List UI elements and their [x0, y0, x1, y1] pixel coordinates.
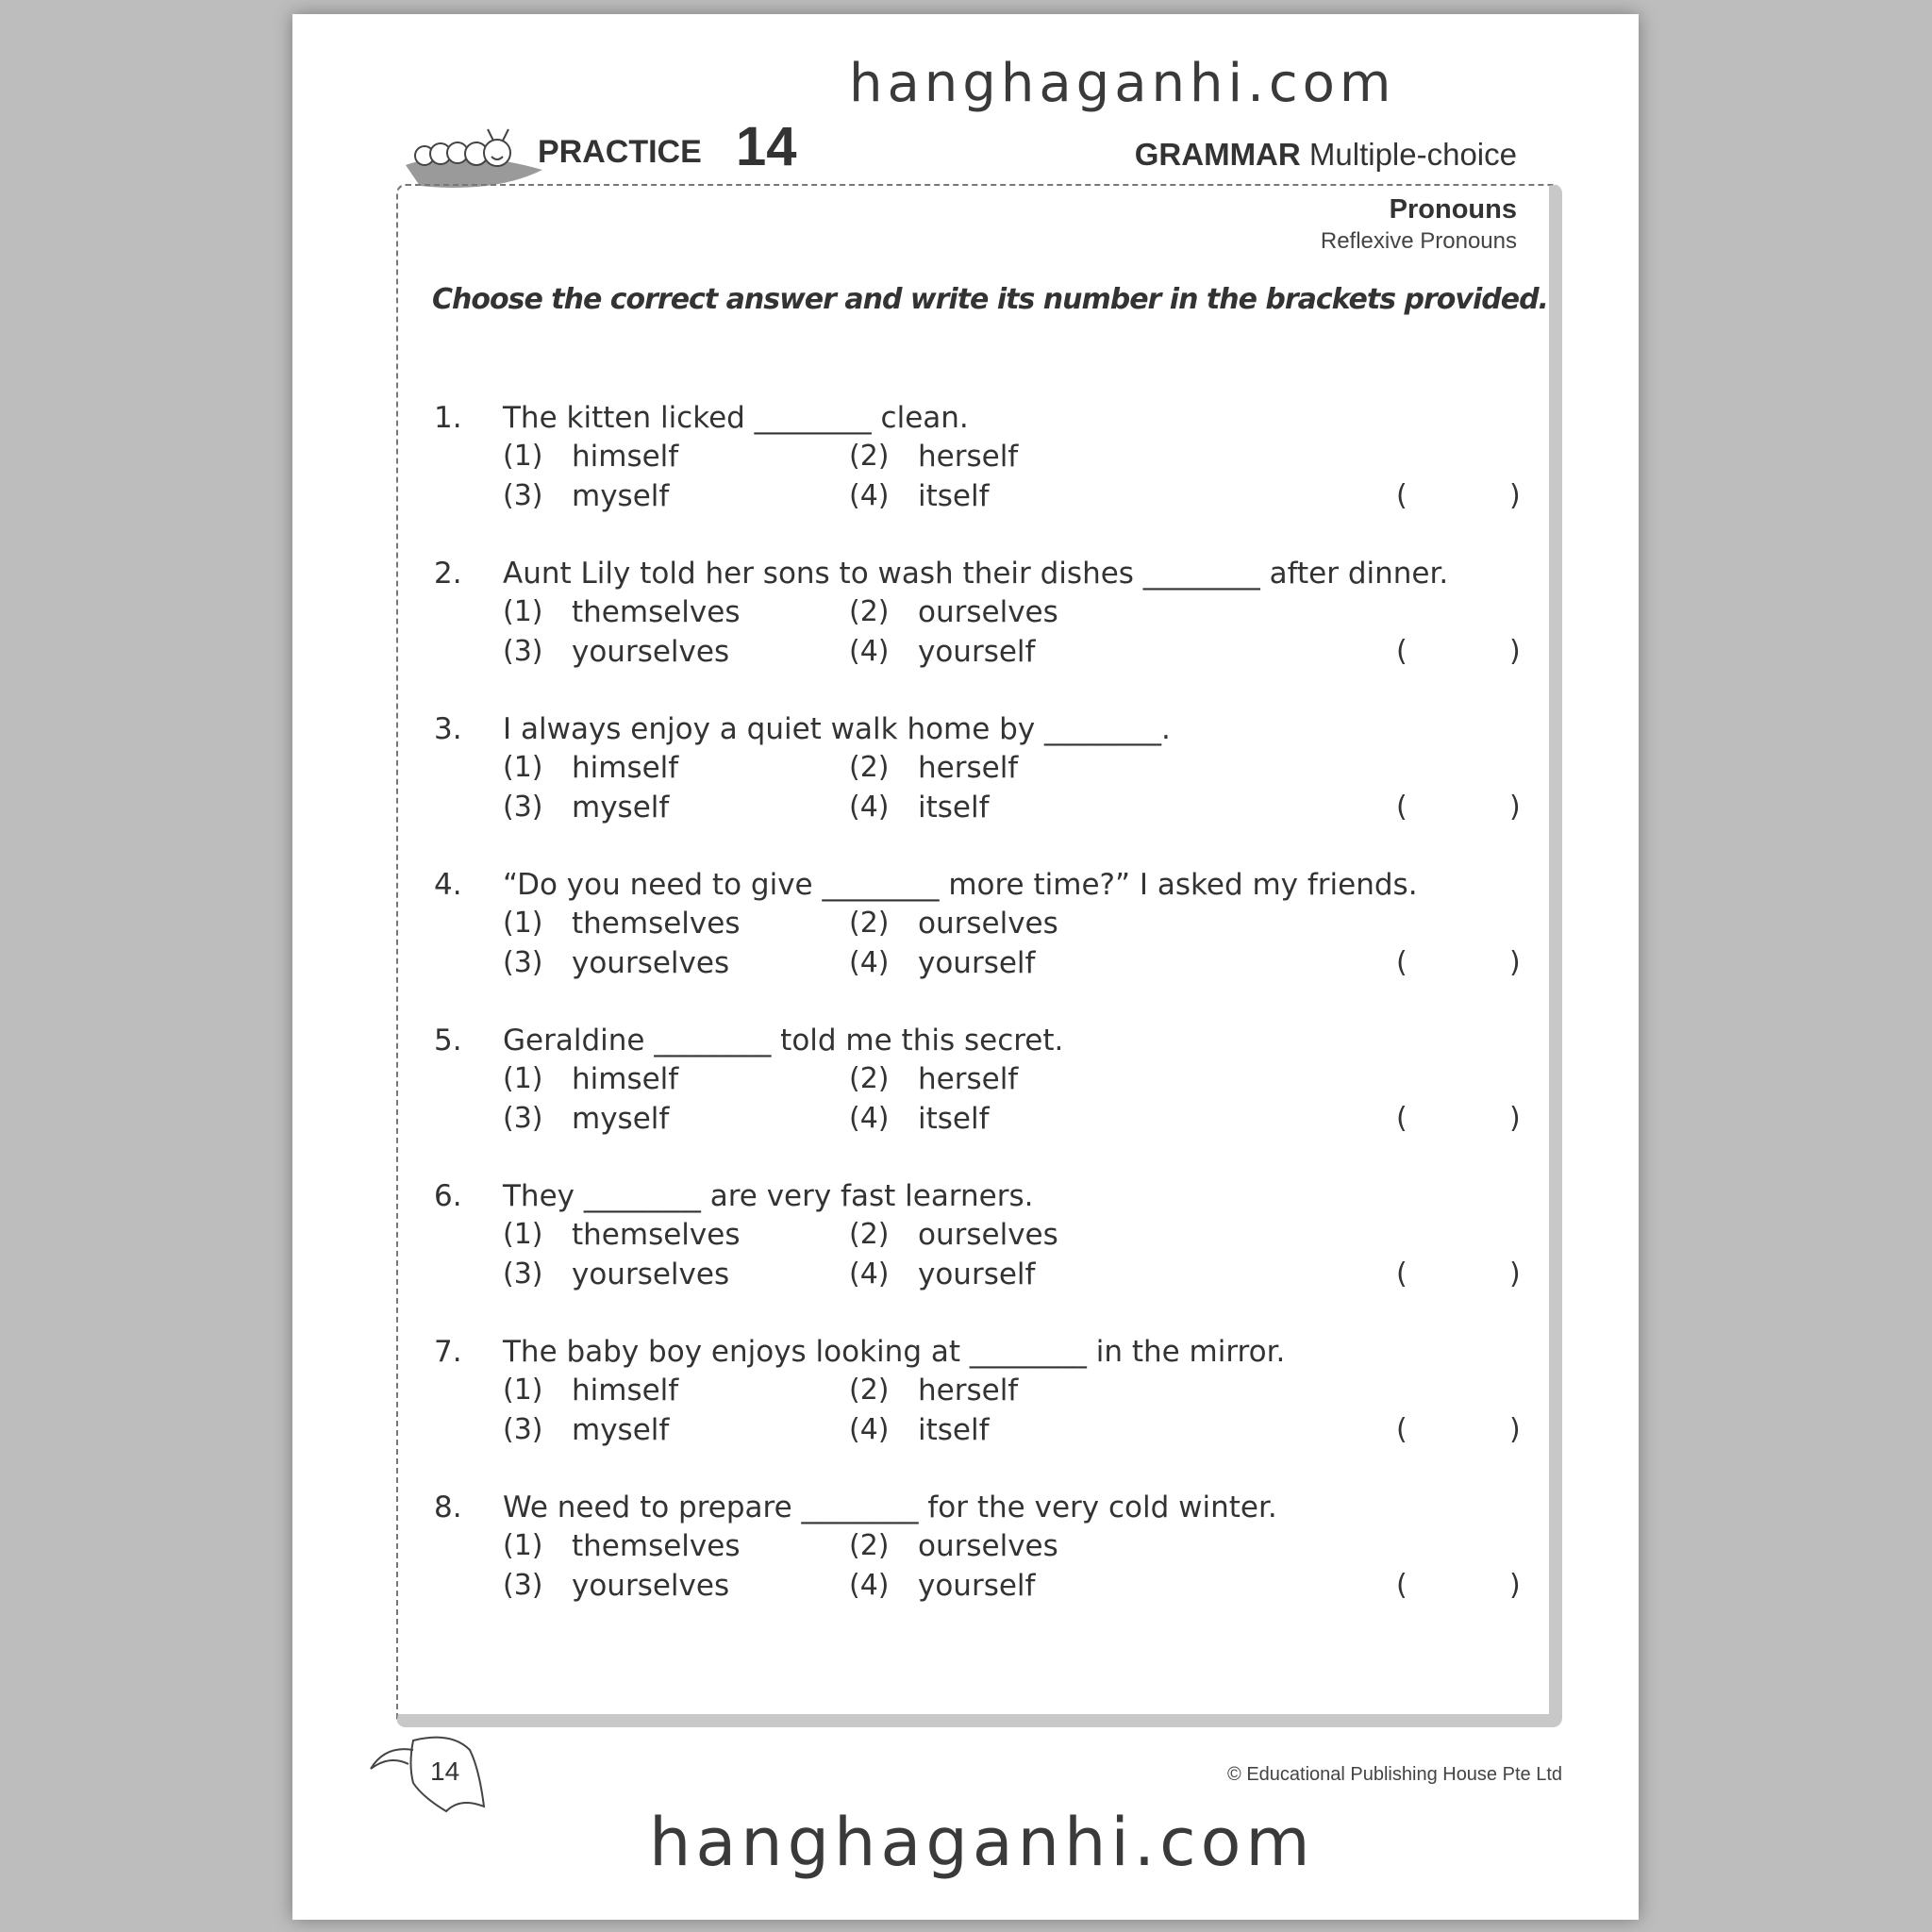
practice-label: PRACTICE [538, 134, 702, 170]
option-number: (4) [849, 479, 890, 512]
option-number: (1) [503, 1062, 543, 1095]
option-text: itself [918, 479, 990, 513]
option-text: themselves [572, 1529, 741, 1563]
answer-bracket-close: ) [1509, 946, 1521, 979]
option-number: (4) [849, 1102, 890, 1135]
instruction: Choose the correct answer and write its number in the brackets provided. [432, 283, 1548, 316]
question-number: 2. [434, 557, 462, 591]
option-text: myself [572, 791, 670, 824]
question-number: 5. [434, 1024, 462, 1058]
answer-bracket-open[interactable]: ( [1396, 479, 1407, 512]
question-5 [434, 1024, 1528, 1146]
question-text: I always enjoy a quiet walk home by ________. [503, 712, 1171, 746]
question-text: “Do you need to give ________ more time?” I asked my friends. [503, 868, 1418, 902]
answer-bracket-open[interactable]: ( [1396, 946, 1407, 979]
answer-bracket-open[interactable]: ( [1396, 791, 1407, 824]
question-number: 4. [434, 868, 462, 902]
page-number: 14 [430, 1757, 460, 1786]
answer-bracket-close: ) [1509, 479, 1521, 512]
question-1 [434, 401, 1528, 524]
option-text: herself [918, 1374, 1019, 1407]
answer-bracket-close: ) [1509, 1257, 1521, 1291]
option-text: himself [572, 1062, 679, 1096]
question-text: We need to prepare ________ for the very cold winter. [503, 1491, 1277, 1524]
question-text: Aunt Lily told her sons to wash their dishes ________ after dinner. [503, 557, 1449, 591]
option-number: (2) [849, 1062, 890, 1095]
option-number: (1) [503, 1374, 543, 1407]
subtopic-heading: Reflexive Pronouns [1320, 228, 1517, 254]
option-text: themselves [572, 595, 741, 629]
option-text: itself [918, 1413, 990, 1447]
question-text: They ________ are very fast learners. [503, 1179, 1034, 1213]
option-text: itself [918, 1102, 990, 1136]
option-text: yourself [918, 946, 1036, 980]
question-number: 8. [434, 1491, 462, 1524]
option-number: (1) [503, 751, 543, 784]
option-number: (1) [503, 907, 543, 940]
option-number: (4) [849, 635, 890, 668]
option-text: ourselves [918, 907, 1058, 941]
question-text: The kitten licked ________ clean. [503, 401, 969, 435]
practice-number: 14 [736, 116, 797, 177]
section-title-bold: GRAMMAR [1134, 137, 1301, 172]
answer-bracket-open[interactable]: ( [1396, 1102, 1407, 1135]
question-text: Geraldine ________ told me this secret. [503, 1024, 1064, 1058]
option-number: (1) [503, 1218, 543, 1251]
question-4 [434, 868, 1528, 991]
option-text: myself [572, 479, 670, 513]
option-text: yourself [918, 635, 1036, 669]
answer-bracket-close: ) [1509, 1413, 1521, 1446]
option-text: yourselves [572, 635, 730, 669]
option-number: (3) [503, 1569, 543, 1602]
option-text: ourselves [918, 1218, 1058, 1252]
option-number: (2) [849, 751, 890, 784]
option-number: (3) [503, 1257, 543, 1291]
answer-bracket-open[interactable]: ( [1396, 1257, 1407, 1291]
answer-bracket-open[interactable]: ( [1396, 635, 1407, 668]
watermark-bottom: hanghaganhi.com [649, 1804, 1315, 1881]
question-text: The baby boy enjoys looking at ________ in the mirror. [503, 1335, 1286, 1369]
option-number: (3) [503, 1102, 543, 1135]
answer-bracket-close: ) [1509, 1569, 1521, 1602]
question-7 [434, 1335, 1528, 1457]
option-text: yourselves [572, 1257, 730, 1291]
question-number: 1. [434, 401, 462, 435]
option-text: yourselves [572, 1569, 730, 1603]
question-2 [434, 557, 1528, 679]
option-number: (3) [503, 479, 543, 512]
topic-heading: Pronouns [1389, 194, 1517, 225]
option-number: (4) [849, 791, 890, 824]
option-text: myself [572, 1413, 670, 1447]
option-text: ourselves [918, 595, 1058, 629]
watermark-top: hanghaganhi.com [849, 53, 1396, 114]
option-number: (2) [849, 1218, 890, 1251]
answer-bracket-close: ) [1509, 791, 1521, 824]
section-title-rest: Multiple-choice [1300, 137, 1517, 172]
option-text: herself [918, 751, 1019, 785]
option-text: himself [572, 1374, 679, 1407]
question-number: 3. [434, 712, 462, 746]
option-text: yourself [918, 1257, 1036, 1291]
answer-bracket-open[interactable]: ( [1396, 1569, 1407, 1602]
option-number: (2) [849, 1529, 890, 1562]
option-text: itself [918, 791, 990, 824]
answer-bracket-open[interactable]: ( [1396, 1413, 1407, 1446]
option-number: (3) [503, 1413, 543, 1446]
question-6 [434, 1179, 1528, 1302]
option-text: myself [572, 1102, 670, 1136]
option-text: himself [572, 440, 679, 474]
option-text: yourself [918, 1569, 1036, 1603]
question-8 [434, 1491, 1528, 1613]
option-number: (1) [503, 595, 543, 628]
section-title [1135, 137, 1517, 173]
option-text: himself [572, 751, 679, 785]
option-text: ourselves [918, 1529, 1058, 1563]
option-text: themselves [572, 907, 741, 941]
option-text: herself [918, 1062, 1019, 1096]
option-text: themselves [572, 1218, 741, 1252]
option-number: (3) [503, 946, 543, 979]
option-number: (2) [849, 907, 890, 940]
question-number: 7. [434, 1335, 462, 1369]
option-number: (4) [849, 946, 890, 979]
option-number: (2) [849, 440, 890, 473]
option-number: (2) [849, 595, 890, 628]
answer-bracket-close: ) [1509, 1102, 1521, 1135]
question-3 [434, 712, 1528, 835]
option-text: yourselves [572, 946, 730, 980]
option-number: (4) [849, 1413, 890, 1446]
option-number: (4) [849, 1569, 890, 1602]
question-number: 6. [434, 1179, 462, 1213]
option-number: (2) [849, 1374, 890, 1407]
copyright-notice: © Educational Publishing House Pte Ltd [1227, 1764, 1562, 1785]
option-number: (3) [503, 635, 543, 668]
answer-bracket-close: ) [1509, 635, 1521, 668]
option-text: herself [918, 440, 1019, 474]
option-number: (1) [503, 440, 543, 473]
option-number: (4) [849, 1257, 890, 1291]
option-number: (3) [503, 791, 543, 824]
option-number: (1) [503, 1529, 543, 1562]
